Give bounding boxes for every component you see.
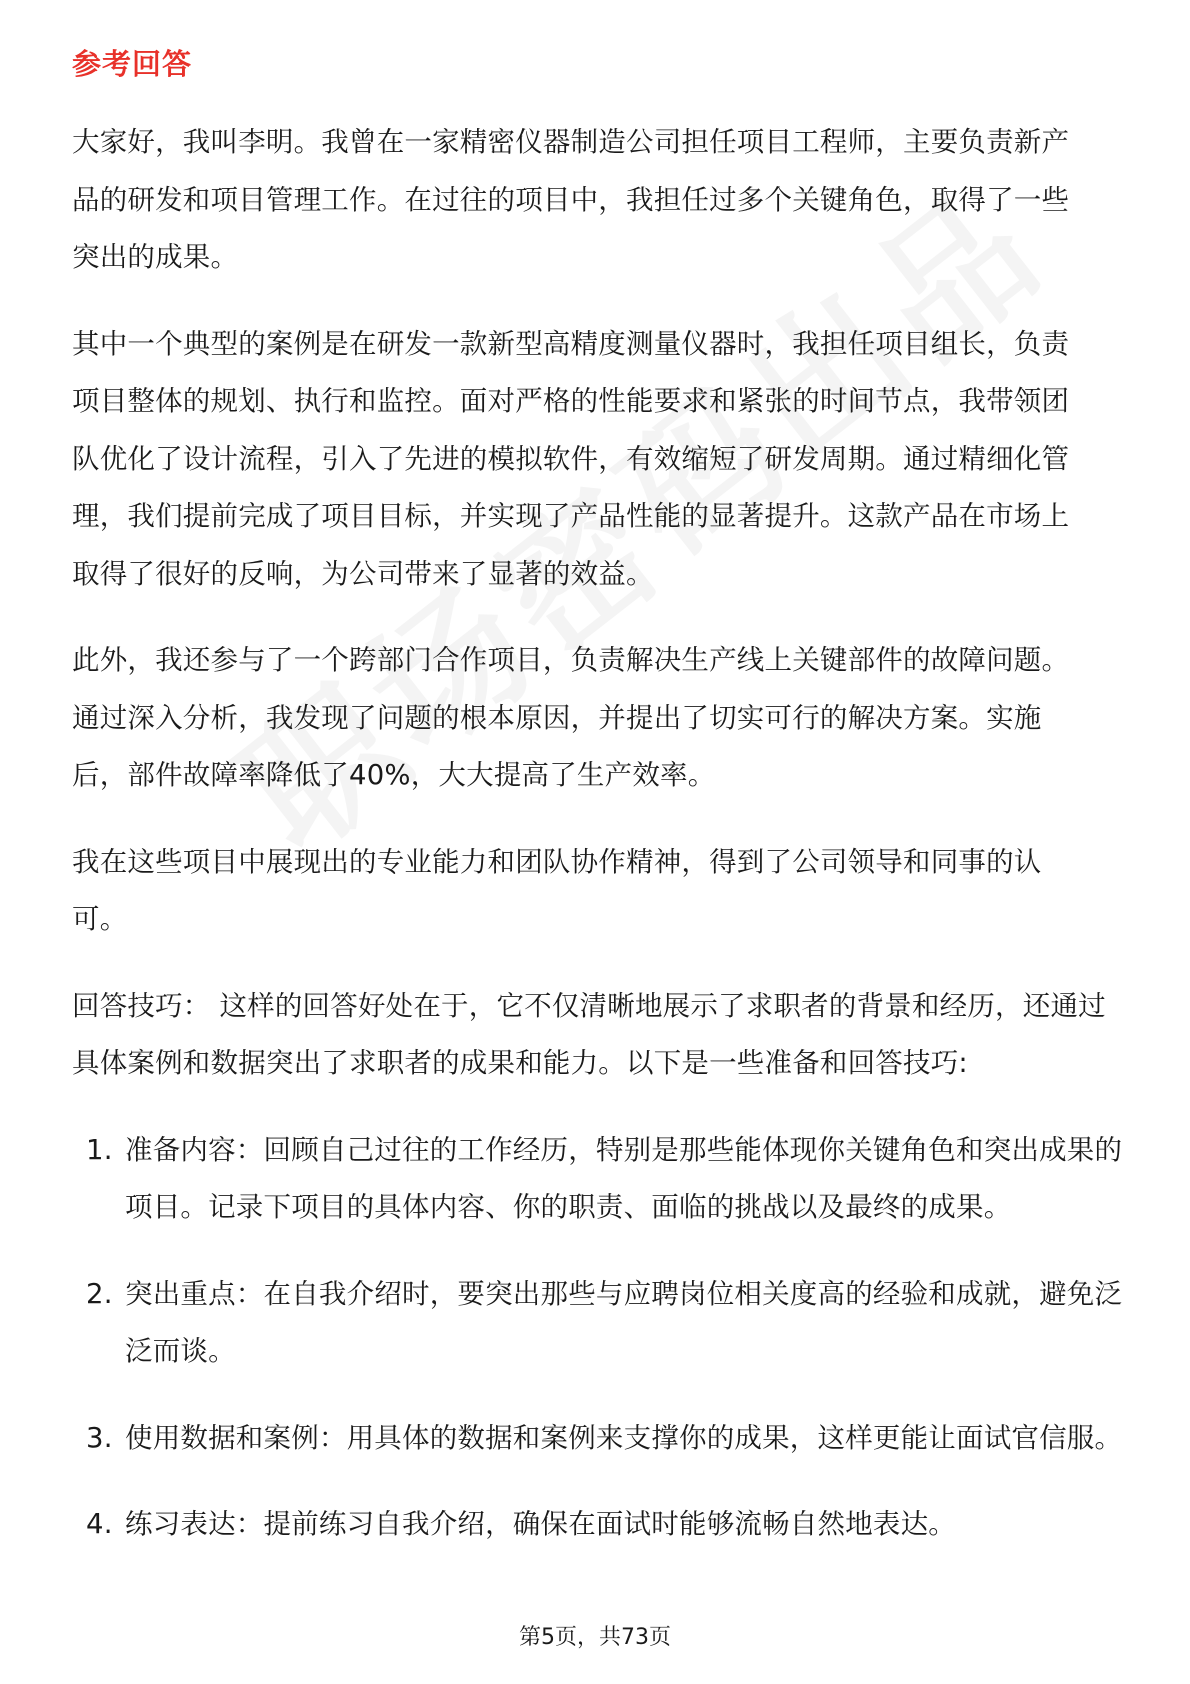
list-item [72, 1410, 1135, 1468]
tips-list [72, 1122, 1132, 1554]
list-item-number: 2. [86, 1277, 113, 1310]
list-item-text: 使用数据和案例：用具体的数据和案例来支撑你的成果，这样更能让面试官信服。 [125, 1421, 1123, 1454]
paragraph-case-two: 此外，我还参与了一个跨部门合作项目，负责解决生产线上关键部件的故障问题。通过深入分析，我发现了问题的根本原因，并提出了切实可行的解决方案。实施后，部件故障率降低了40%，大大提高了生产效率。 [72, 644, 1070, 791]
list-item-text: 练习表达：提前练习自我介绍，确保在面试时能够流畅自然地表达。 [125, 1508, 956, 1540]
list-item-number: 3. [86, 1421, 113, 1454]
list-item-text: 准备内容：回顾自己过往的工作经历，特别是那些能体现你关键角色和突出成果的项目。记录下项目的具体内容、你的职责、面临的挑战以及最终的成果。 [125, 1133, 1123, 1223]
paragraph-intro: 大家好，我叫李明。我曾在一家精密仪器制造公司担任项目工程师，主要负责新产品的研发和项目管理工作。在过往的项目中，我担任过多个关键角色，取得了一些突出的成果。 [72, 126, 1070, 273]
list-item-number: 1. [86, 1133, 113, 1166]
paragraph-tips-intro: 回答技巧： 这样的回答好处在于，它不仅清晰地展示了求职者的背景和经历，还通过具体案例和数据突出了求职者的成果和能力。以下是一些准备和回答技巧: [72, 989, 1106, 1079]
list-item-number: 4. [86, 1508, 113, 1540]
list-item-text: 突出重点：在自我介绍时，要突出那些与应聘岗位相关度高的经验和成就，避免泛泛而谈。 [125, 1277, 1123, 1367]
list-item [72, 1496, 1135, 1554]
document-body [72, 44, 1132, 1583]
list-item [72, 1266, 1135, 1381]
paragraph-recognition: 我在这些项目中展现出的专业能力和团队协作精神，得到了公司领导和同事的认可。 [72, 845, 1042, 935]
paragraph-case-one: 其中一个典型的案例是在研发一款新型高精度测量仪器时，我担任项目组长，负责项目整体的规划、执行和监控。面对严格的性能要求和紧张的时间节点，我带领团队优化了设计流程，引入了先进的模拟软件，有效缩短了研发周期。通过精细化管理，我们提前完成了项目目标，并实现了产品性能的显著提升。这款产品在市场上取得了很好的反响，为公司带来了显著的效益。 [72, 327, 1070, 590]
section-title: 参考回答 [72, 47, 193, 81]
list-item [72, 1122, 1125, 1237]
page-footer: 第5页，共73页 [519, 1625, 671, 1650]
